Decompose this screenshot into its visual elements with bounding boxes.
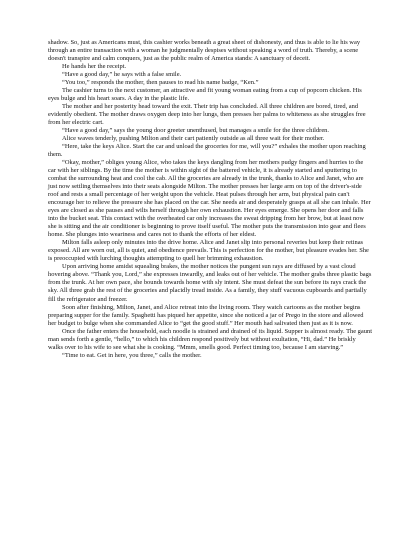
body-paragraph: shadow. So, just as Americans must, this cashier works beneath a great sheet of dishonesty, and thus is able to lie his way through an entire transaction with a woman he judgmentally despises without speaking a word of truth. Thereby, a scene doesn't transpire and calm conquers, just as the public realm of America stands: A sanctuary of deceit. <box>48 39 361 63</box>
body-paragraph: Upon arriving home amidst squealing brakes, the mother notices the pungent sun rays are diffused by a vast cloud hovering above. “Thank you, Lord,” she expresses inwardly, and leaks out of her vehicle. The mother grabs three plastic bags from the trunk. At her own pace, she bounds towards home with sly intent. She must defeat the sun before its rays crack the sky. All three grab the rest of the groceries and placidly tread inside. As a family, they stuff vacuous cupboards and partially fill the refrigerator and freezer. <box>48 263 372 303</box>
body-paragraph: “You too,” responds the mother, then pauses to read his name badge, “Ken.” <box>62 79 259 87</box>
body-paragraph: He hands her the receipt. <box>62 63 127 71</box>
document-body <box>48 39 372 360</box>
body-paragraph: “Here, take the keys Alice. Start the car and unload the groceries for me, will you?” exhales the mother upon reaching them. <box>48 143 366 159</box>
body-paragraph: Once the father enters the household, each noodle is strained and drained of its liquid. Supper is almost ready. The gaunt man sends forth a gentle, “hello,” to which his children respond positively but without exultation, “Hi, dad.” He briskly walks over to his wife to see what she is cooking. “Mmm, smells good. Perfect timing too, because I am starving.” <box>48 327 372 351</box>
body-paragraph: The cashier turns to the next customer, an attractive and fit young woman eating from a cup of popcorn chicken. His eyes bulge and his heart soars. A day in the plastic life. <box>48 87 362 103</box>
body-paragraph: “Have a good day,” he says with a false smile. <box>62 71 182 79</box>
body-paragraph: Soon after finishing, Milton, Janet, and Alice retreat into the living room. They watch cartoons as the mother begins preparing supper for the family. Spaghetti has piqued her appetite, since she noticed a jar of Prego in the store and allowed her budget to bulge when she commanded Alice to “get the good stuff.” Her mouth had salivated then just as it is now. <box>48 303 364 327</box>
body-paragraph: The mother and her posterity head toward the exit. Their trip has concluded. All three children are bored, tired, and evidently obedient. The mother draws oxygen deep into her lungs, then presses her palms to whiteness as she struggles free from her electric cart. <box>48 103 366 127</box>
body-paragraph: Milton falls asleep only minutes into the drive home. Alice and Janet slip into personal reveries but keep their retinas exposed. All are worn out, all is quiet, and obedience prevails. This is perfection for the mother, but pleasure evades her. She is preoccupied with lurching thoughts attempting to quell her brimming exhaustion. <box>48 239 369 263</box>
body-paragraph: “Time to eat. Get in here, you three,” calls the mother. <box>62 351 202 359</box>
body-paragraph: Alice waves tenderly, pushing Milton and their cart patiently outside as all three wait for their mother. <box>62 135 325 143</box>
body-paragraph: “Have a good day,” says the young door greeter unenthused, but manages a smile for the three children. <box>62 127 330 135</box>
body-paragraph: “Okay, mother,” obliges young Alice, who takes the keys dangling from her mothers pudgy fingers and hurries to the car with her siblings. By the time the mother is within sight of the battered vehicle, it is already started and sputtering to combat the surrounding heat and cool the cab. All the groceries are already in the trunk, thanks to Alice and Janet, who are just now settling themselves into their seats alongside Milton. The mother presses her large arm on top of the driver's-side roof and rests a small percentage of her weight upon the vehicle. Heat pulses through her arm, but physical pain can't encourage her to relieve the pressure she has placed on the car. She needs air and desperately grasps at all she can inhale. Her eyes are closed as she pauses and wilts herself through her own exhaustion. Her eyes emerge. She opens her door and falls into the bucket seat. This contact with the overheated car only increases the sweat dripping from her brow, but at least now she is sitting and the air conditioner is beginning to prove itself useful. The mother puts the transmission into gear and flees home. She plunges into weariness and cares not to thank the efforts of her eldest. <box>48 159 371 239</box>
